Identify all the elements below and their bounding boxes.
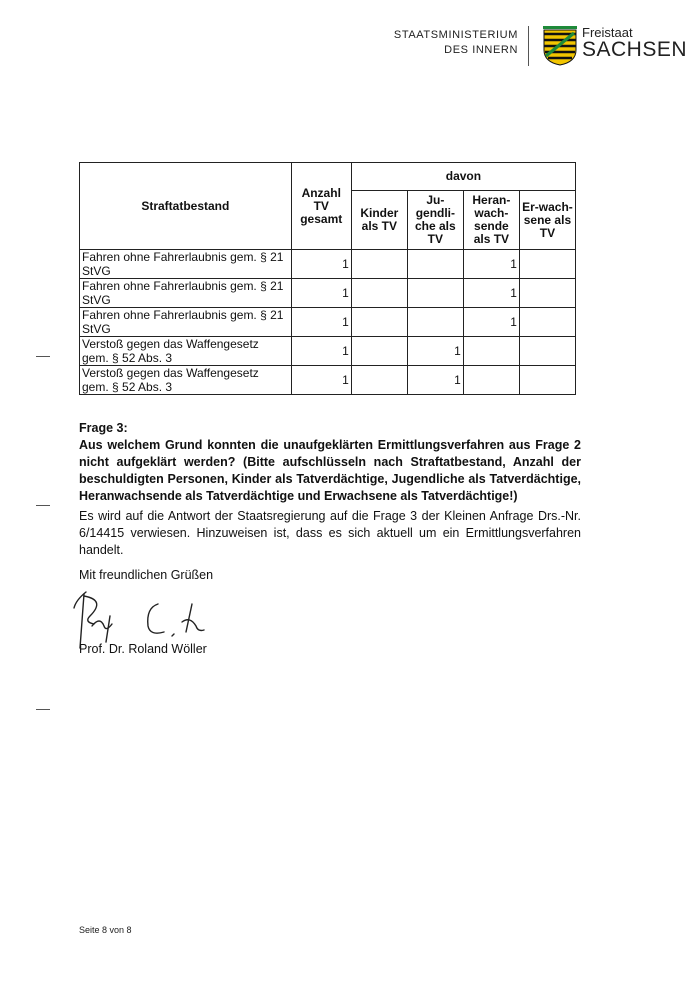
erwachsene-cell <box>519 250 575 279</box>
ministry-line-2: DES INNERN <box>444 44 518 56</box>
erwachsene-cell <box>519 366 575 395</box>
answer-text: Es wird auf die Antwort der Staatsregierung auf die Frage 3 der Kleinen Anfrage Drs.-Nr. 6/14415 verwiesen. Hinzuweisen ist, dass es sich aktuell um ein Ermittlungsverfahren handelt. <box>79 509 581 557</box>
page-number: Seite 8 von 8 <box>79 925 132 935</box>
heranwachsende-cell: 1 <box>463 250 519 279</box>
saxony-crest-icon <box>543 26 577 66</box>
header-davon: davon <box>351 163 575 191</box>
table-row <box>80 337 576 366</box>
jugendliche-cell: 1 <box>407 366 463 395</box>
total-cell: 1 <box>291 366 351 395</box>
offense-cell: Fahren ohne Fahrerlaubnis gem. § 21 StVG <box>80 250 292 279</box>
kinder-cell <box>351 279 407 308</box>
question-title: Frage 3: <box>79 421 128 435</box>
table-header-row <box>80 163 576 191</box>
kinder-cell <box>351 308 407 337</box>
header-kinder: Kinder als TV <box>351 191 407 250</box>
heranwachsende-cell: 1 <box>463 308 519 337</box>
jugendliche-cell <box>407 279 463 308</box>
heranwachsende-cell <box>463 337 519 366</box>
ministry-line-1: STAATSMINISTERIUM <box>393 29 518 41</box>
signer-name: Prof. Dr. Roland Wöller <box>79 642 207 656</box>
kinder-cell <box>351 366 407 395</box>
fold-mark <box>36 356 50 357</box>
jugendliche-cell <box>407 308 463 337</box>
erwachsene-cell <box>519 308 575 337</box>
header-total: Anzahl TV gesamt <box>291 163 351 250</box>
offense-cell: Verstoß gegen das Waffengesetz gem. § 52 Abs. 3 <box>80 337 292 366</box>
hole-punch-mark <box>36 709 50 710</box>
question-text: Aus welchem Grund konnten die unaufgeklärten Ermittlungsverfahren aus Frage 2 nicht aufgeklärt werden? (Bitte aufschlüsseln nach Straftatbestand, Anzahl der beschuldigten Personen, Kinder als Tatverdächtige, Jugendliche als Tatverdächtige, Heranwachsende als Tatverdächtige und Erwachsene als Tatverdächtige!) <box>79 438 581 503</box>
total-cell: 1 <box>291 279 351 308</box>
header-erwachsene: Er-wach-sene als TV <box>519 191 575 250</box>
state-label-small: Freistaat <box>582 25 633 40</box>
header-divider <box>528 26 529 66</box>
header-heranwachsende: Heran-wach-sende als TV <box>463 191 519 250</box>
total-cell: 1 <box>291 250 351 279</box>
offense-statistics-table <box>79 162 576 395</box>
heranwachsende-cell <box>463 366 519 395</box>
erwachsene-cell <box>519 279 575 308</box>
table-row <box>80 308 576 337</box>
kinder-cell <box>351 250 407 279</box>
header-offense: Straftatbestand <box>80 163 292 250</box>
ministry-name <box>380 28 518 58</box>
jugendliche-cell: 1 <box>407 337 463 366</box>
table-row <box>80 279 576 308</box>
state-label-large: SACHSEN <box>582 38 688 61</box>
offense-cell: Verstoß gegen das Waffengesetz gem. § 52 Abs. 3 <box>80 366 292 395</box>
table-row <box>80 366 576 395</box>
offense-cell: Fahren ohne Fahrerlaubnis gem. § 21 StVG <box>80 308 292 337</box>
kinder-cell <box>351 337 407 366</box>
heranwachsende-cell: 1 <box>463 279 519 308</box>
offense-cell: Fahren ohne Fahrerlaubnis gem. § 21 StVG <box>80 279 292 308</box>
fold-mark <box>36 505 50 506</box>
total-cell: 1 <box>291 337 351 366</box>
table-row <box>80 250 576 279</box>
question-block <box>79 420 581 505</box>
total-cell: 1 <box>291 308 351 337</box>
jugendliche-cell <box>407 250 463 279</box>
erwachsene-cell <box>519 337 575 366</box>
closing-salutation: Mit freundlichen Grüßen <box>79 568 214 582</box>
header-jugendliche: Ju-gendli-che als TV <box>407 191 463 250</box>
